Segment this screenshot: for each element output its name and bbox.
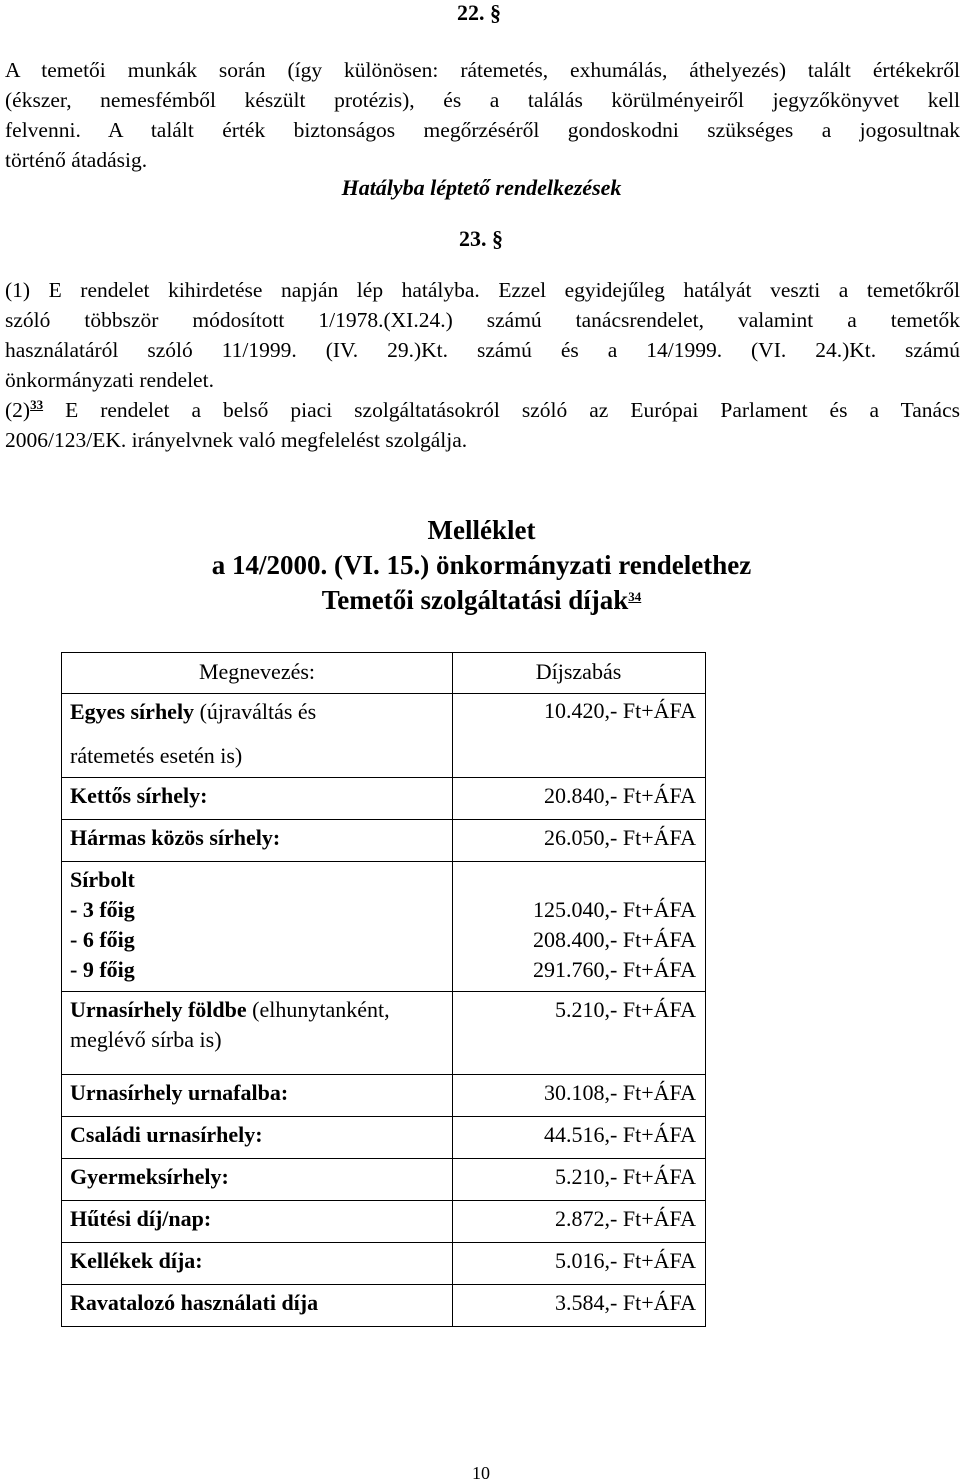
table-header-row (62, 653, 706, 694)
section-23-paragraph-1 (5, 275, 960, 395)
fee-table (61, 652, 706, 1327)
row-name (62, 694, 453, 778)
table-row (62, 694, 706, 778)
row-name-line (70, 697, 444, 727)
row-price: 5.016,- Ft+ÁFA (453, 1243, 706, 1285)
table-row (62, 992, 706, 1075)
table-row (62, 862, 706, 992)
row-price: 20.840,- Ft+ÁFA (453, 778, 706, 820)
row-price: 2.872,- Ft+ÁFA (453, 1201, 706, 1243)
table-row (62, 1075, 706, 1117)
row-price (453, 862, 706, 992)
row-price: 44.516,- Ft+ÁFA (453, 1117, 706, 1159)
row-price: 26.050,- Ft+ÁFA (453, 820, 706, 862)
row-name-rest: (elhunytanként, (246, 997, 390, 1022)
fee-table-title (0, 585, 960, 616)
table-row (62, 1201, 706, 1243)
table-row (62, 1243, 706, 1285)
row-name (62, 992, 453, 1075)
row-price: 10.420,- Ft+ÁFA (453, 694, 706, 778)
row-name: Kellékek díja: (62, 1243, 453, 1285)
row-name-bold: Egyes sírhely (70, 699, 195, 724)
row-name: Urnasírhely urnafalba: (62, 1075, 453, 1117)
row-sub-line: - 3 főig (70, 897, 135, 922)
text-line (5, 395, 960, 425)
row-name: Hűtési díj/nap: (62, 1201, 453, 1243)
column-header-price: Díjszabás (453, 653, 706, 694)
paragraph-number: (2) (5, 398, 31, 422)
table-row (62, 778, 706, 820)
row-price: 5.210,- Ft+ÁFA (453, 1159, 706, 1201)
section-23-number: 23. § (459, 226, 503, 251)
row-name: Hármas közös sírhely: (62, 820, 453, 862)
footnote-ref-33[interactable]: 33 (30, 397, 44, 412)
row-name-rest: (újraváltás és (194, 699, 317, 724)
annex-title: Melléklet (427, 515, 536, 545)
row-price-line: 125.040,- Ft+ÁFA (533, 897, 696, 922)
section-22-number: 22. § (457, 0, 501, 25)
row-name (62, 862, 453, 992)
row-name-line (70, 995, 444, 1025)
row-price: 30.108,- Ft+ÁFA (453, 1075, 706, 1117)
table-row (62, 1159, 706, 1201)
text-line: (1) E rendelet kihirdetése napján lép hatályba. Ezzel egyidejűleg hatályát veszti a temetőkről (5, 278, 960, 302)
row-name: Gyermeksírhely: (62, 1159, 453, 1201)
text-line: felvenni. A talált érték biztonságos megőrzéséről gondoskodni szükséges a jogosultnak (5, 118, 960, 142)
section-23-paragraph-2 (5, 395, 960, 455)
row-name-line: Sírbolt (70, 867, 135, 892)
table-row (62, 820, 706, 862)
text-line: használatáról szóló 11/1999. (IV. 29.)Kt. számú és a 14/1999. (VI. 24.)Kt. számú (5, 338, 960, 362)
page-number: 10 (472, 1463, 490, 1483)
fee-table-title-text: Temetői szolgáltatási díjak (321, 585, 629, 615)
effective-provisions-heading: Hatályba léptető rendelkezések (341, 175, 622, 200)
text-fragment: E rendelet a belső piaci szolgáltatásokról szóló az Európai Parlament és a Tanács (43, 398, 960, 422)
row-price-line: 291.760,- Ft+ÁFA (533, 957, 696, 982)
row-name: Kettős sírhely: (62, 778, 453, 820)
footnote-ref-34[interactable]: 34 (628, 589, 642, 604)
row-name-line2: meglévő sírba is) (70, 1027, 222, 1052)
row-price: 3.584,- Ft+ÁFA (453, 1285, 706, 1327)
text-line: szóló többször módosított 1/1978.(XI.24.) számú tanácsrendelet, valamint a temetők (5, 308, 960, 332)
text-line: (ékszer, nemesfémből készült protézis), és a találás körülményeiről jegyzőkönyvet kell (5, 88, 960, 112)
row-name: Családi urnasírhely: (62, 1117, 453, 1159)
row-name: Ravatalozó használati díja (62, 1285, 453, 1327)
section-22-text (5, 55, 960, 175)
text-line: történő átadásig. (5, 148, 148, 172)
table-row (62, 1285, 706, 1327)
column-header-name: Megnevezés: (62, 653, 453, 694)
row-sub-line: - 6 főig (70, 927, 135, 952)
row-price-line: 208.400,- Ft+ÁFA (533, 927, 696, 952)
annex-subtitle: a 14/2000. (VI. 15.) önkormányzati rendelethez (211, 550, 752, 580)
table-row (62, 1117, 706, 1159)
text-line: 2006/123/EK. irányelvnek való megfelelést szolgálja. (5, 428, 468, 452)
text-line: A temetői munkák során (így különösen: rátemetés, exhumálás, áthelyezés) talált értékekről (5, 58, 960, 82)
row-sub-line: - 9 főig (70, 957, 135, 982)
text-line: önkormányzati rendelet. (5, 368, 214, 392)
row-name-bold: Urnasírhely földbe (70, 997, 247, 1022)
row-name-line2: rátemetés esetén is) (70, 743, 243, 768)
row-price: 5.210,- Ft+ÁFA (453, 992, 706, 1075)
